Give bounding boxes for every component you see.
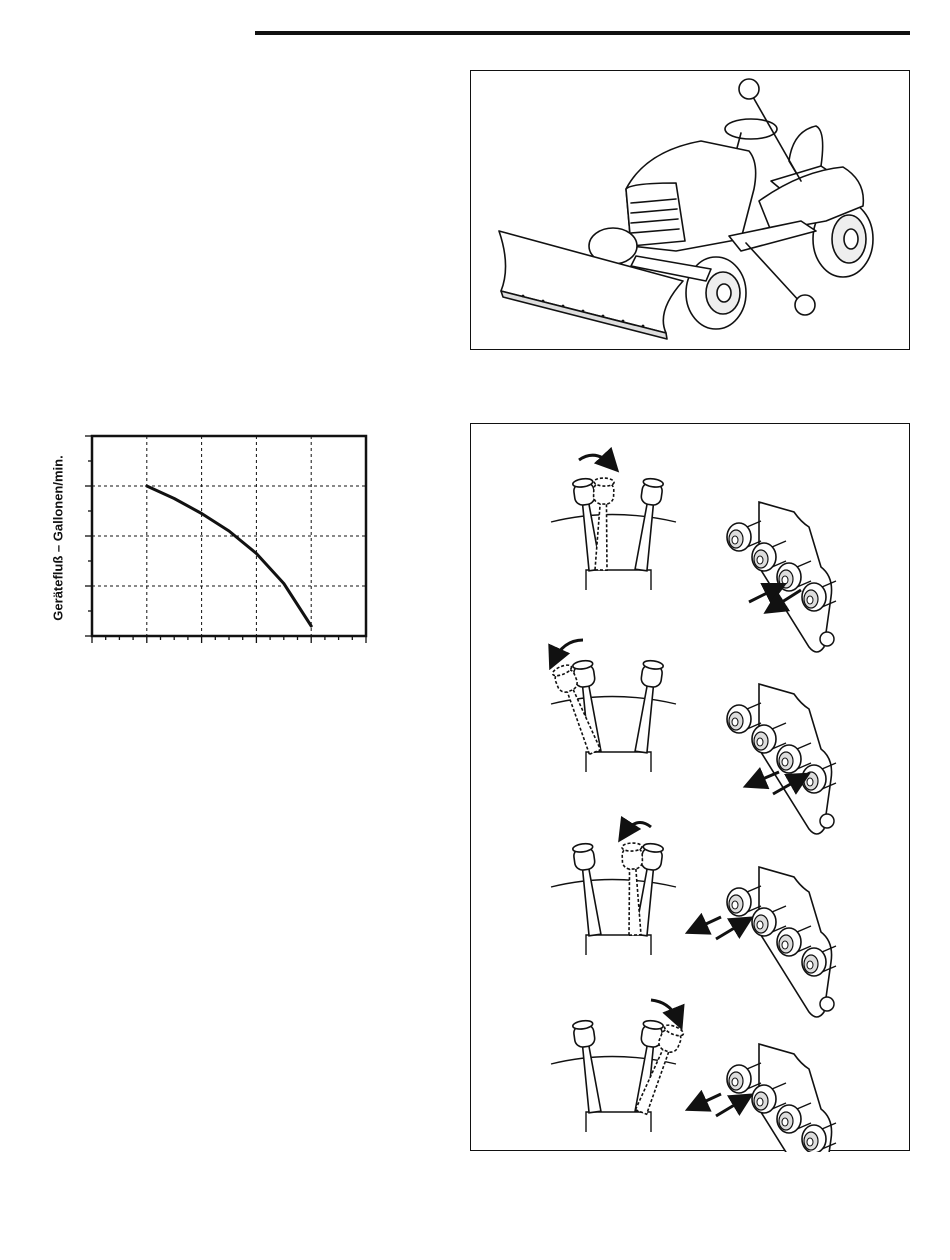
lever-base: [586, 935, 651, 955]
motion-arrow: [579, 455, 613, 466]
top-rule: [255, 31, 910, 35]
lever-coupler-diagram: [471, 424, 911, 1152]
flow-arrow-out: [751, 772, 779, 784]
control-row-2: [551, 640, 836, 834]
flow-arrow-in: [716, 921, 746, 939]
console-arc: [551, 880, 676, 888]
chart-y-axis-label: Geräteﬂuß – Gallonen/min.: [50, 455, 66, 621]
hydraulic-coupler-block: [727, 867, 836, 1017]
control-row-3: [551, 823, 836, 1018]
control-row-4: [551, 1000, 836, 1152]
motion-arrow: [623, 823, 651, 836]
lever-right: [631, 660, 664, 754]
flow-chart: [80, 428, 380, 648]
plot-frame: [92, 436, 366, 636]
lever-base: [586, 570, 651, 590]
console-arc: [551, 515, 676, 523]
motion-arrow: [651, 1000, 679, 1022]
flow-arrow-out: [693, 917, 721, 930]
tractor-with-plow-blade-icon: [471, 71, 911, 351]
control-row-1: [551, 455, 836, 652]
lever-left: [572, 1020, 605, 1114]
hydraulic-coupler-block: [727, 502, 836, 652]
lever-controls-figure: [470, 423, 910, 1151]
lever-left: [572, 843, 605, 937]
flow-arrow-in: [749, 587, 779, 602]
flow-curve-series: [147, 486, 311, 626]
tractor-figure: [470, 70, 910, 350]
lever-base: [586, 752, 651, 772]
flow-arrow-in: [716, 1098, 746, 1116]
flow-arrow-out: [693, 1094, 721, 1107]
lever-base: [586, 1112, 651, 1132]
lever-right: [631, 478, 664, 572]
motion-arrow: [553, 640, 583, 662]
hydraulic-coupler-block: [727, 684, 836, 834]
